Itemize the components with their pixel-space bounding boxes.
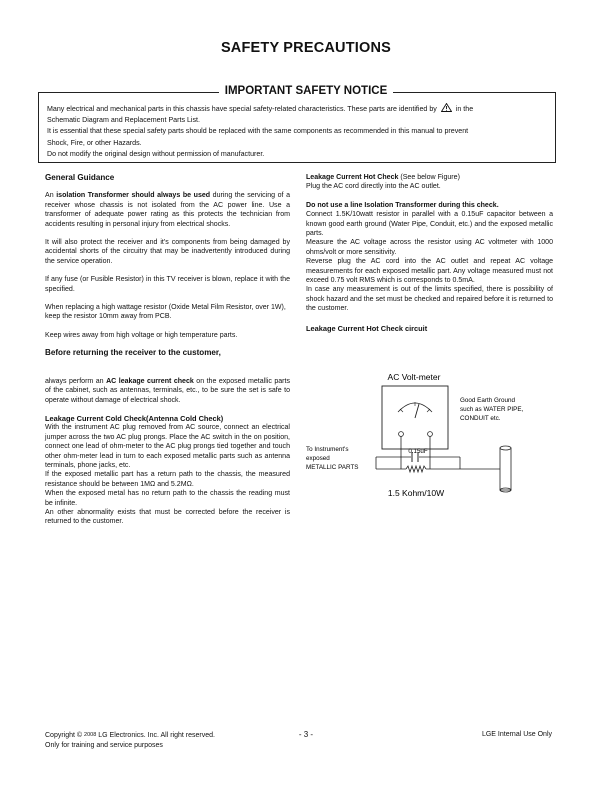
paragraph: When the exposed metal has no return path to the chassis the reading must be infinite. bbox=[45, 490, 290, 507]
paragraph: Reverse plug the AC cord into the AC outlet and repeat AC voltage measurements for each exposed metallic part. Any voltage measured must not exceed 0.75 volt RMS which is corresponds to 0.5mA. bbox=[306, 258, 553, 285]
notice-line: It is essential that these special safety parts should be replaced with the same components as recommended in this manual to prevent bbox=[47, 127, 469, 136]
paragraph: An isolation Transformer should always be used during the servicing of a receiver whose chassis is not isolated from the AC power line. Use a transformer of adequate power rating as this protects the technician from accidents resulting in personal injury from electrical shocks. bbox=[45, 192, 290, 228]
circuit-heading: Leakage Current Hot Check circuit bbox=[306, 323, 428, 333]
notice-heading: IMPORTANT SAFETY NOTICE bbox=[219, 85, 394, 97]
notice-line: Shock, Fire, or other Hazards. bbox=[47, 138, 142, 147]
footer-copyright: Copyright © 2008 LG Electronics. Inc. All right reserved. Only for training and service purposes bbox=[45, 732, 215, 749]
before-returning-heading: Before returning the receiver to the customer, bbox=[45, 348, 221, 358]
meter-needle bbox=[415, 404, 419, 418]
paragraph: With the instrument AC plug removed from AC source, connect an electrical jumper across the two AC plug prongs. Place the AC switch in the on position, connect one lead of ohm-meter to the AC plug prongs tied together and touch other ohm-meter lead in turn to each exposed metallic parts such as antenna terminals, phone jacks, etc. bbox=[45, 424, 290, 469]
paragraph: Connect 1.5K/10watt resistor in parallel with a 0.15uF capacitor between a known good earth ground (Water Pipe, Conduit, etc.) and the exposed metallic parts. bbox=[306, 211, 553, 238]
resistor-label: 1.5 Kohm/10W bbox=[387, 488, 445, 498]
left-column bbox=[45, 173, 290, 527]
left-label-line: To Instrument's bbox=[306, 446, 349, 453]
paragraph: If any fuse (or Fusible Resistor) in this TV receiver is blown, replace it with the specified. bbox=[45, 276, 290, 293]
capacitor-label: 0.15uF bbox=[408, 448, 428, 455]
right-label-line: such as WATER PIPE, bbox=[460, 406, 524, 413]
paragraph: When replacing a high wattage resistor (Oxide Metal Film Resistor, over 1W), keep the resistor 10mm away from PCB. bbox=[45, 304, 286, 321]
notice-line: Many electrical and mechanical parts in this chassis have special safety-related characteristics. These parts are identified by bbox=[47, 105, 437, 113]
notice-line: Do not modify the original design without permission of manufacturer. bbox=[47, 149, 265, 158]
page-title: SAFETY PRECAUTIONS bbox=[220, 40, 392, 56]
general-guidance-heading: General Guidance bbox=[45, 173, 115, 182]
cold-check-heading: Leakage Current Cold Check(Antenna Cold Check) bbox=[45, 413, 224, 423]
water-pipe bbox=[500, 448, 511, 490]
paragraph: Measure the AC voltage across the resistor using AC voltmeter with 1000 ohms/volt or more sensitivity. bbox=[306, 239, 553, 256]
paragraph: It will also protect the receiver and it's components from being damaged by accidental shorts of the circuitry that may be inadvertently introduced during the service operation. bbox=[45, 239, 290, 265]
paragraph: Plug the AC cord directly into the AC outlet. bbox=[306, 183, 441, 191]
right-column: Leakage Current Hot Check (See below Figure) Plug the AC cord directly into the AC outlet. Do not use a line Isolation Transformer during this check. Connect 1.5K/10watt resistor in parallel with a 0.15uF capacitor between a known good earth ground (Water Pipe, Conduit, etc.) and the exposed metallic parts. Measure the AC voltage across the resistor using AC voltmeter with 1000 ohms/volt or more sensitivity. Reverse plug the AC cord into the AC outlet and repeat AC voltage measurements for each exposed metallic part. Any voltage measured must not exceed 0.75 volt RMS which is corresponds to 0.5mA. In case any measurement is out of the limits specified, there is possibility of shock hazard and the set must be checked and repaired before it is returned to the customer. Leakage Current Hot Check circuit bbox=[306, 174, 553, 333]
notice-text bbox=[47, 103, 552, 160]
left-label-line: METALLIC PARTS bbox=[306, 464, 359, 471]
left-label-line: exposed bbox=[306, 455, 330, 462]
paragraph: always perform an AC leakage current check on the exposed metallic parts of the cabinet, such as antennas, terminals, etc., to be sure the set is safe to operate without damage of electrical shock. bbox=[45, 377, 290, 404]
terminal-left bbox=[399, 432, 404, 437]
hot-check-heading: Leakage Current Hot Check bbox=[306, 174, 399, 181]
right-label-line: CONDUIT etc. bbox=[460, 415, 501, 422]
notice-line: Schematic Diagram and Replacement Parts List. bbox=[47, 116, 200, 125]
paragraph: If the exposed metallic part has a return path to the chassis, the measured resistance should be between 1MΩ and 5.2MΩ. bbox=[45, 471, 290, 488]
right-label-line: Good Earth Ground bbox=[460, 397, 515, 404]
paragraph: Keep wires away from high voltage or high temperature parts. bbox=[45, 331, 238, 339]
paragraph: In case any measurement is out of the limits specified, there is possibility of shock hazard and the set must be checked and repaired before it is returned to the customer. bbox=[306, 286, 553, 313]
footer-internal: LGE Internal Use Only bbox=[481, 731, 552, 738]
paragraph: Do not use a line Isolation Transformer during this check. bbox=[306, 201, 499, 209]
terminal-right bbox=[428, 432, 433, 437]
meter-label: AC Volt-meter bbox=[387, 372, 441, 382]
page-number: - 3 - bbox=[298, 730, 314, 739]
notice-line: in the bbox=[455, 105, 474, 113]
hot-check-circuit-diagram bbox=[300, 368, 562, 508]
warning-triangle-icon bbox=[441, 103, 452, 112]
paragraph: An other abnormality exists that must be corrected before the receiver is returned to the customer. bbox=[45, 508, 290, 526]
